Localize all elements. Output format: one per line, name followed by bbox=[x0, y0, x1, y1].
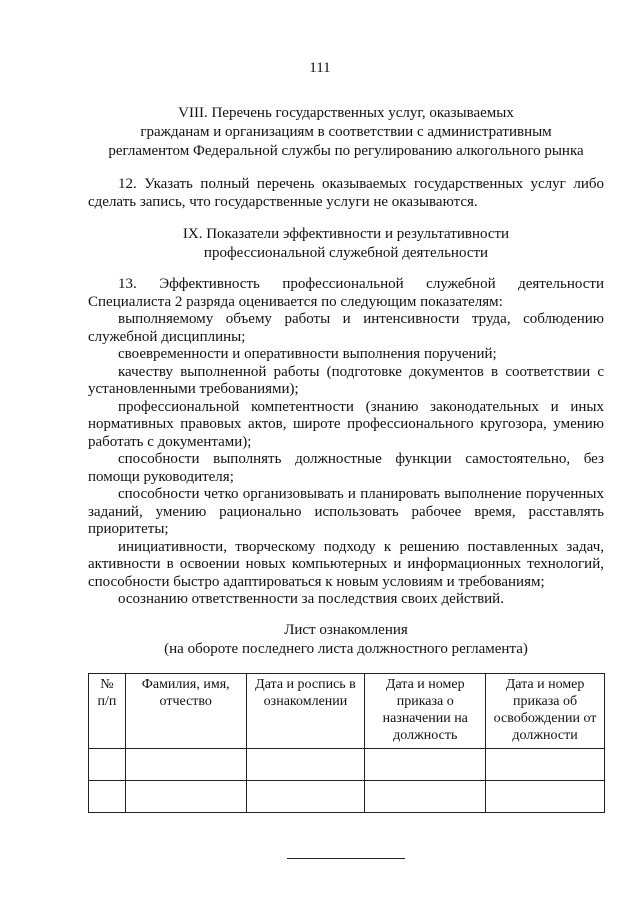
acknowledgement-heading: Лист ознакомления bbox=[284, 622, 408, 638]
page-number: 111 bbox=[309, 60, 331, 76]
criterion-line: осознанию ответственности за последствия своих действий. bbox=[118, 591, 504, 607]
col-header-full-name: Фамилия, имя, отчество bbox=[125, 674, 246, 749]
section-9-title-line: IX. Показатели эффективности и результативности bbox=[182, 226, 510, 242]
criterion-line: способности быстро адаптироваться к новым условиям и требованиям; bbox=[88, 573, 545, 590]
word: служебной bbox=[426, 276, 496, 292]
criterion-line: качеству выполненной работы (подготовке документов в соответствии с bbox=[118, 363, 604, 380]
criterion-line: выполняемому объему работы и интенсивности труда, соблюдению bbox=[118, 311, 604, 327]
word: без bbox=[583, 451, 604, 467]
table-cell[interactable] bbox=[89, 749, 126, 781]
criterion-line: инициативности, творческому подходу к решению поставленных задач, bbox=[118, 538, 604, 555]
criterion-line: активности в освоении новых компьютерных и информационных технологий, bbox=[88, 556, 604, 572]
section-9-title-line: профессиональной служебной деятельности bbox=[203, 245, 489, 261]
section-8-title bbox=[88, 104, 604, 161]
paragraph-12 bbox=[88, 176, 604, 211]
col-header-dismissal-order: Дата и номер приказа об освобождении от должности bbox=[486, 674, 605, 749]
table-header-row bbox=[89, 674, 605, 749]
section-8-title-line: VIII. Перечень государственных услуг, оказываемых bbox=[178, 105, 514, 121]
word: профессиональной bbox=[282, 276, 404, 292]
table-cell[interactable] bbox=[486, 749, 605, 781]
table-cell[interactable] bbox=[365, 781, 486, 813]
section-9-title bbox=[88, 225, 604, 263]
section-8-title-line: регламентом Федеральной службы по регулированию алкогольного рынка bbox=[108, 143, 584, 159]
word: способности bbox=[118, 451, 200, 467]
criterion-line: работать с документами); bbox=[88, 433, 252, 450]
table-cell[interactable] bbox=[125, 749, 246, 781]
paragraph-12-line: 12. Указать полный перечень оказываемых государственных услуг либо bbox=[118, 176, 604, 192]
table-row bbox=[89, 749, 605, 781]
criterion-line: профессиональной компетентности (знанию законодательных и иных bbox=[118, 398, 604, 415]
table-row bbox=[89, 781, 605, 813]
table-cell[interactable] bbox=[486, 781, 605, 813]
table-cell[interactable] bbox=[246, 749, 365, 781]
paragraph-12-line: сделать запись, что государственные услуги не оказываются. bbox=[88, 193, 478, 210]
acknowledgement-subtitle: (на обороте последнего листа должностного регламента) bbox=[164, 641, 528, 657]
word: выполнять bbox=[213, 451, 282, 467]
word: самостоятельно, bbox=[465, 451, 571, 467]
table-cell[interactable] bbox=[365, 749, 486, 781]
criterion-line: способности четко организовывать и планировать выполнение порученных bbox=[118, 486, 604, 502]
criterion-line: приоритеты; bbox=[88, 521, 169, 537]
criterion-line: заданий, умению рационально использовать рабочее время, расставлять bbox=[88, 503, 604, 520]
footer-divider bbox=[287, 858, 405, 859]
section-8-title-line: гражданам и организациям в соответствии с административным bbox=[140, 124, 552, 140]
criterion-line bbox=[88, 451, 604, 469]
paragraph-13-line-1 bbox=[88, 276, 604, 294]
acknowledgement-title bbox=[88, 621, 604, 659]
word: 13. bbox=[118, 276, 137, 292]
criterion-line: нормативных правовых актов, широте профессионального кругозора, умению bbox=[88, 416, 604, 432]
table-cell[interactable] bbox=[89, 781, 126, 813]
criterion-line: своевременности и оперативности выполнения поручений; bbox=[118, 346, 497, 362]
word: деятельности bbox=[518, 276, 604, 292]
word: функции bbox=[395, 451, 452, 467]
acknowledgement-table bbox=[88, 673, 605, 813]
word: Эффективность bbox=[159, 276, 260, 292]
table-cell[interactable] bbox=[246, 781, 365, 813]
paragraph-13 bbox=[88, 276, 604, 609]
paragraph-13-line-2: Специалиста 2 разряда оценивается по следующим показателям: bbox=[88, 293, 503, 310]
col-header-number: № п/п bbox=[89, 674, 126, 749]
criterion-line: помощи руководителя; bbox=[88, 468, 234, 485]
col-header-date-signature: Дата и роспись в ознакомлении bbox=[246, 674, 365, 749]
word: должностные bbox=[295, 451, 382, 467]
col-header-appointment-order: Дата и номер приказа о назначении на должность bbox=[365, 674, 486, 749]
criterion-line: служебной дисциплины; bbox=[88, 328, 246, 345]
criterion-line: установленными требованиями); bbox=[88, 381, 299, 397]
table-cell[interactable] bbox=[125, 781, 246, 813]
